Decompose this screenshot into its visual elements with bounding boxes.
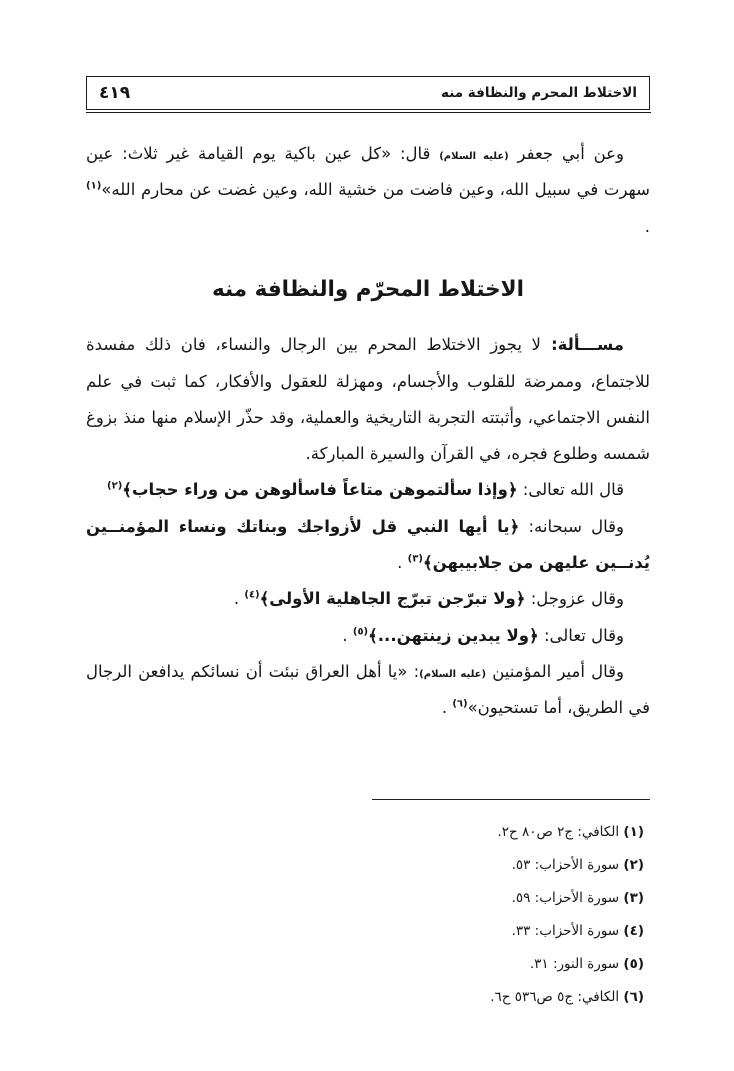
footnote-marker: (١): [623, 823, 644, 840]
footnote-text: سورة الأحزاب: ٥٩.: [511, 889, 624, 906]
footnote-marker: (٦): [623, 988, 644, 1005]
body-section: [86, 327, 650, 726]
text-segment: قال الله تعالى:: [517, 480, 624, 500]
section-heading: الاختلاط المحرّم والنظافة منه: [211, 276, 525, 302]
footnote-ref: (٣): [407, 553, 423, 565]
footnote-divider: [372, 799, 650, 800]
text-segment: وقال أمير المؤمنين: [486, 661, 624, 681]
footnote-ref: (١): [86, 180, 102, 192]
running-head-chapter-title: الاختلاط المحرم والنظافة منه: [441, 85, 637, 101]
body-paragraph: [86, 136, 650, 245]
footnote-item: [86, 882, 644, 915]
footnote-item: [86, 981, 644, 1014]
alayhi-salam-symbol: (عليه السلام): [439, 151, 509, 162]
page-content: [86, 136, 650, 1014]
text-segment: .: [342, 625, 353, 645]
page-header: [86, 76, 650, 110]
quran-verse: ﴿ولا يبدين زينتهن...﴾: [368, 625, 539, 645]
text-segment: .: [644, 216, 650, 236]
text-segment: : «يا أهل العراق نبئت أن نسائكم يدافعن الرجال في الطريق، أما تستحيون»: [86, 661, 650, 718]
footnote-item: [86, 816, 644, 849]
footnotes-list: [86, 816, 650, 1014]
footnote-text: الكافي: ج٥ ص٥٣٦ ح٦.: [490, 988, 624, 1005]
text-segment: .: [441, 698, 453, 718]
body-paragraph: [86, 654, 650, 727]
footnote-item: [86, 849, 644, 882]
text-segment: وقال عزوجل:: [525, 589, 624, 609]
footnote-item: [86, 948, 644, 981]
text-segment: وعن أبي جعفر: [508, 144, 624, 163]
quran-verse: ﴿وإذا سألتموهن متاعاً فاسألوهن من وراء حجاب﴾: [122, 480, 518, 500]
text-segment: وقال سبحانه:: [519, 516, 624, 536]
bold-keyword: مســـألة:: [540, 335, 624, 355]
body-paragraph: [86, 618, 650, 654]
body-paragraph: [86, 472, 650, 508]
quran-verse: ﴿يا أيها النبي قل لأزواجك وبناتك ونساء المؤمنــين يُدنــين عليهن من جلابيبهن﴾: [86, 516, 650, 573]
body-paragraph: [86, 581, 650, 617]
footnote-marker: (٣): [623, 889, 644, 906]
footnote-text: سورة الأحزاب: ٥٣.: [511, 856, 624, 873]
footnote-ref: (٤): [244, 589, 260, 601]
footnotes-block: [86, 799, 650, 1014]
page-number: ٤١٩: [99, 83, 131, 103]
intro-section: [86, 136, 650, 245]
body-paragraph: [86, 509, 650, 582]
footnote-marker: (٢): [623, 856, 644, 873]
footnote-marker: (٥): [623, 955, 644, 972]
alayhi-salam-symbol: (عليه السلام): [419, 668, 487, 680]
footnote-item: [86, 915, 644, 948]
quran-verse: ﴿ولا تبرّجن تبرّج الجاهلية الأولى﴾: [259, 589, 526, 609]
footnote-marker: (٤): [623, 922, 644, 939]
text-segment: .: [397, 553, 408, 573]
footnote-text: سورة الأحزاب: ٣٣.: [511, 922, 624, 939]
footnote-ref: (٢): [107, 480, 123, 492]
footnote-ref: (٦): [452, 698, 468, 710]
text-segment: .: [233, 589, 245, 609]
body-paragraph: [86, 327, 650, 472]
text-segment: قال: «كل عين باكية يوم القيامة غير ثلاث: عين سهرت في سبيل الله، وعين فاضت من خشية الله، وعين غضت عن محارم الله»: [86, 144, 650, 200]
footnote-ref: (٥): [352, 626, 369, 638]
footnote-text: الكافي: ج٢ ص٨٠ ح٢.: [497, 823, 624, 840]
footnote-text: سورة النور: ٣١.: [529, 955, 624, 972]
text-segment: وقال تعالى:: [538, 625, 624, 645]
text-segment: لا يجوز الاختلاط المحرم بين الرجال والنساء، فان ذلك مفسدة للاجتماع، وممرضة للقلوب والأجسام، ومهزلة للعقول والأفكار، كما ثبت في علم النفس الاجتماعي، وأثبتته التجربة التاريخية والعملية، وقد حذّر الإسلام منها منذ بزوغ شمسه وطلوع فجره، في القرآن والسيرة المباركة.: [86, 335, 650, 464]
